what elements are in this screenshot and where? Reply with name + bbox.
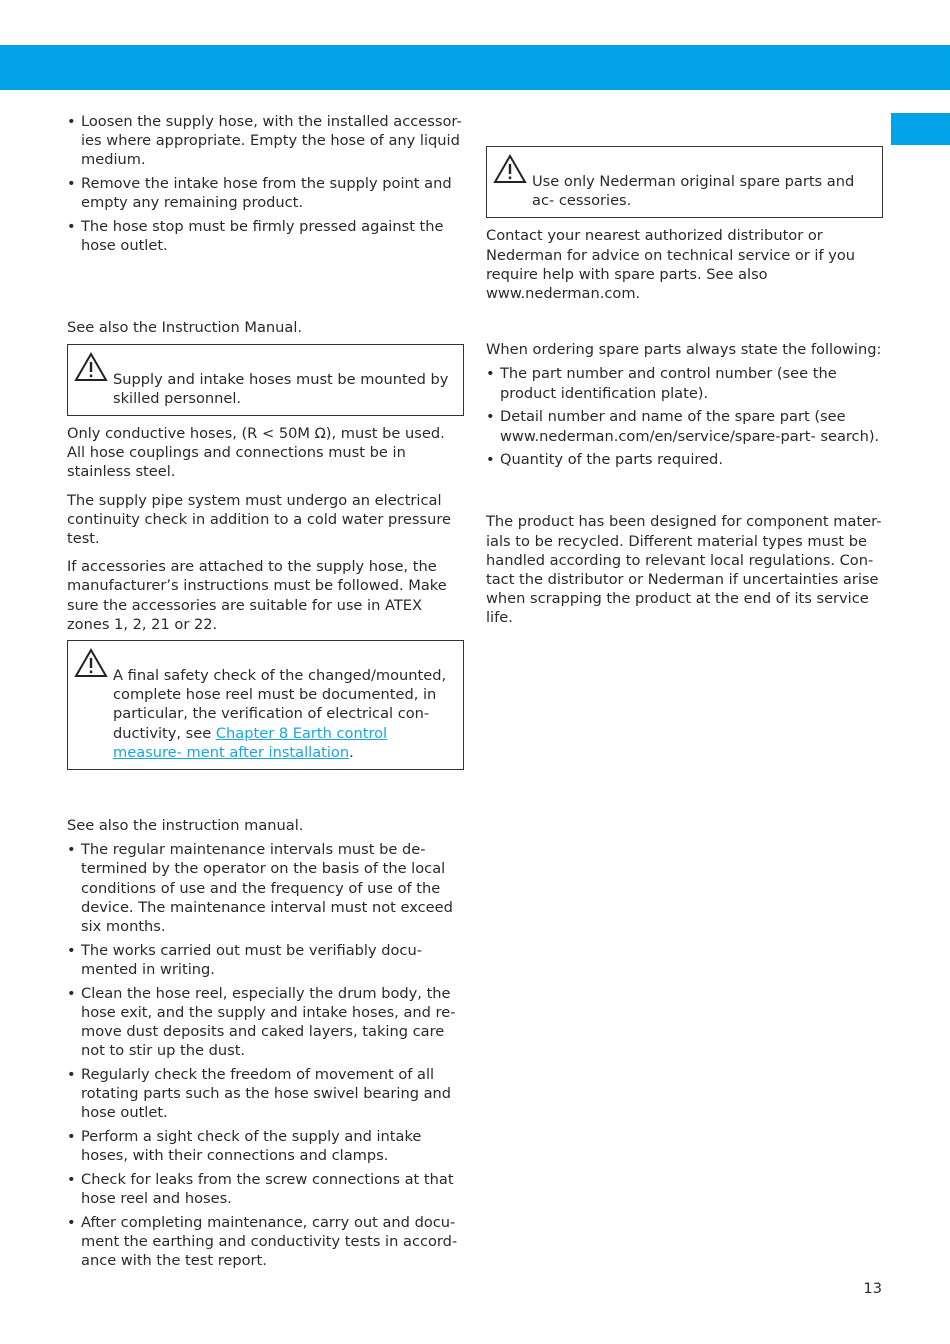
list-item: • Perform a sight check of the supply and intake hoses, with their connections and clamps. bbox=[67, 1128, 422, 1165]
see-also-manual: See also the Instruction Manual. bbox=[67, 319, 303, 337]
chapter-8-link[interactable]: Chapter 8 Earth control measure- ment after installation bbox=[113, 724, 388, 761]
contact-paragraph: Contact your nearest authorized distributor or Nederman for advice on technical service or if you require help with spare parts. See also www.nederman.com. bbox=[486, 227, 856, 303]
left-column bbox=[67, 112, 464, 1275]
warning-text: Supply and intake hoses must be mounted by skilled personnel. bbox=[113, 370, 449, 407]
list-item: • Loosen the supply hose, with the installed accessor- ies where appropriate. Empty the hose of any liquid medium. bbox=[67, 113, 462, 169]
recycling-paragraph: The product has been designed for component mater- ials to be recycled. Different material types must be handled according to relevant local regulations. Con- tact the distributor or Nederman if uncertainties arise when scrapping the product at the end of its service life. bbox=[486, 513, 882, 627]
see-also-instruction: See also the instruction manual. bbox=[67, 817, 304, 835]
list-item: • Detail number and name of the spare part (see www.nederman.com/en/service/spare-part- search). bbox=[486, 408, 880, 445]
list-item: • The part number and control number (see the product identification plate). bbox=[486, 365, 837, 402]
list-item: • Clean the hose reel, especially the drum body, the hose exit, and the supply and intake hoses, and re- move dust deposits and caked layers, taking care not to stir up the dust. bbox=[67, 984, 456, 1060]
warning-icon bbox=[74, 648, 108, 678]
warning-text: Use only Nederman original spare parts and ac- cessories. bbox=[532, 173, 855, 210]
list-item: • The hose stop must be firmly pressed against the hose outlet. bbox=[67, 218, 444, 255]
list-item: • The regular maintenance intervals must be de- termined by the operator on the basis of the local conditions of use and the frequency of use of the device. The maintenance interval must not exceed six months. bbox=[67, 841, 453, 936]
chapter-tab-marker bbox=[891, 113, 950, 145]
warning-box-spare-parts bbox=[486, 146, 883, 218]
ordering-list bbox=[486, 364, 883, 469]
warning-icon bbox=[493, 154, 527, 184]
list-item: • After completing maintenance, carry out and docu- ment the earthing and conductivity tests in accord- ance with the test report. bbox=[67, 1213, 458, 1270]
warning-box-mount bbox=[67, 344, 464, 416]
supply-pipe-paragraph: The supply pipe system must undergo an electrical continuity check in addition to a cold water pressure test. bbox=[67, 491, 451, 548]
list-item: • Remove the intake hose from the supply point and empty any remaining product. bbox=[67, 175, 452, 212]
header-band bbox=[0, 45, 950, 90]
hose-removal-list bbox=[67, 112, 462, 255]
warning-icon bbox=[74, 352, 108, 382]
list-item: • The works carried out must be verifiably docu- mented in writing. bbox=[67, 941, 422, 978]
warning-text: A final safety check of the changed/mounted, complete hose reel must be documented, in particular, the verification of electrical con- ductivity, see Chapter 8 Earth control measure- ment after installation. bbox=[113, 667, 447, 761]
page-number: 13 bbox=[863, 1280, 882, 1297]
maintenance-list bbox=[67, 840, 462, 1270]
right-column bbox=[486, 146, 883, 628]
accessories-paragraph: If accessories are attached to the supply hose, the manufacturer’s instructions must be followed. Make sure the accessories are suitable for use in ATEX zones 1, 2, 21 or 22. bbox=[67, 558, 447, 633]
list-item: • Quantity of the parts required. bbox=[486, 451, 723, 469]
warning-box-final-check bbox=[67, 640, 464, 770]
ordering-intro: When ordering spare parts always state the following: bbox=[486, 341, 882, 359]
conductive-hoses-paragraph: Only conductive hoses, (R < 50M Ω), must be used. All hose couplings and connections must be in stainless steel. bbox=[67, 425, 445, 481]
list-item: • Check for leaks from the screw connections at that hose reel and hoses. bbox=[67, 1171, 454, 1208]
list-item: • Regularly check the freedom of movement of all rotating parts such as the hose swivel bearing and hose outlet. bbox=[67, 1066, 452, 1122]
